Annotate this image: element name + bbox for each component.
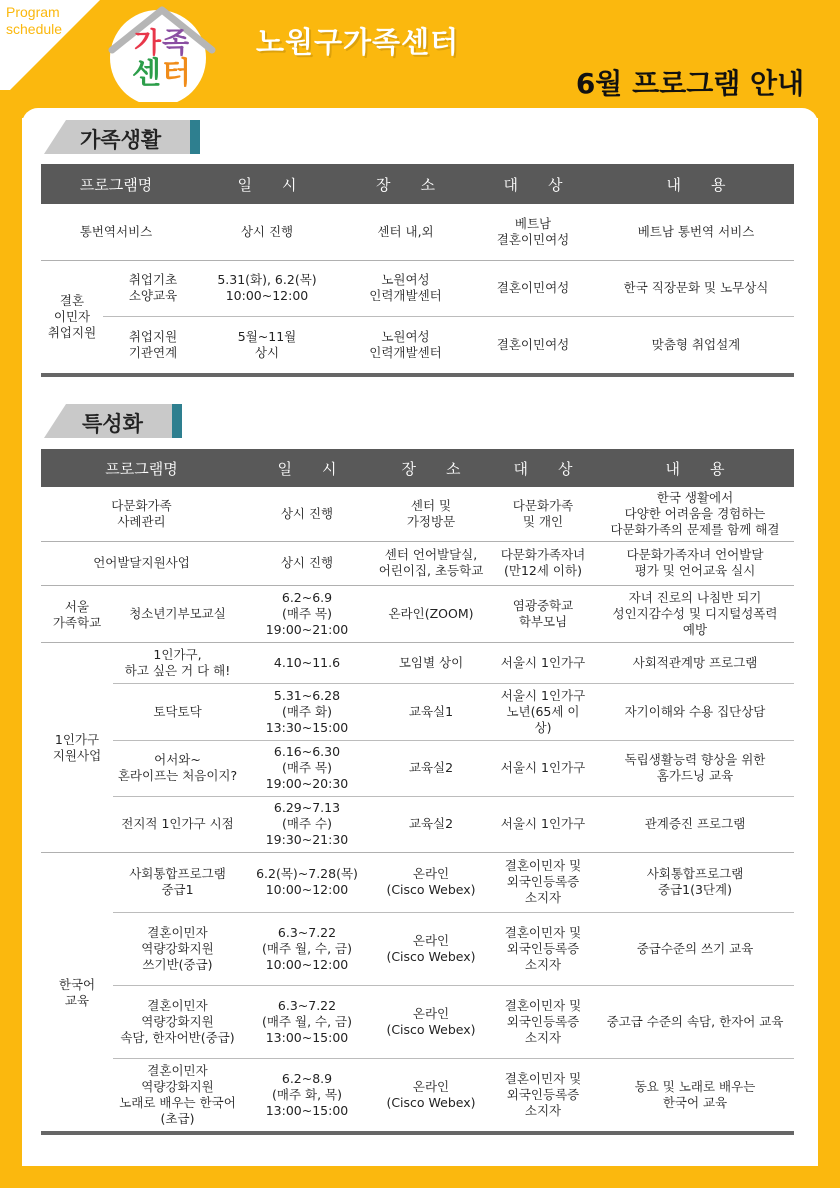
header-place: 장 소 xyxy=(343,164,468,204)
header-target: 대 상 xyxy=(468,164,598,204)
bottom-border xyxy=(0,1166,840,1188)
program-name: 언어발달지원사업 xyxy=(93,555,190,570)
program-date: 상시 진행 xyxy=(280,506,334,521)
program-name: 전지적 1인가구 시점 xyxy=(121,816,234,831)
program-date: 상시 진행 xyxy=(280,555,334,570)
program-place: 온라인 (Cisco Webex) xyxy=(386,1078,476,1110)
logo-char: 족 xyxy=(162,26,191,59)
program-date: 6.3~7.22 (매주 월, 수, 금) 10:00~12:00 xyxy=(262,924,352,972)
section-marker xyxy=(190,120,200,154)
header-content: 내 용 xyxy=(598,164,794,204)
group-name: 한국어 교육 xyxy=(58,976,96,1008)
program-content: 자기이해와 수용 집단상담 xyxy=(624,703,766,719)
program-date: 6.2~6.9 (매주 목) 19:00~21:00 xyxy=(265,589,349,637)
program-name: 취업지원 기관연계 xyxy=(128,328,178,360)
program-date: 5.31~6.28 (매주 화) 13:30~15:00 xyxy=(265,687,349,735)
program-target: 결혼이민자 및 외국인등록증 소지자 xyxy=(504,924,582,972)
program-place: 노원여성 인력개발센터 xyxy=(369,272,442,303)
program-date: 6.2(목)~7.28(목) 10:00~12:00 xyxy=(256,866,358,897)
program-date: 상시 진행 xyxy=(240,224,294,239)
left-border xyxy=(0,90,22,1188)
program-place: 센터 및 가정방문 xyxy=(406,498,456,529)
program-target: 결혼이민자 및 외국인등록증 소지자 xyxy=(504,997,582,1045)
section-title: 가족생활 xyxy=(80,128,162,152)
header-program: 프로그램명 xyxy=(41,449,242,487)
logo-char: 터 xyxy=(162,56,192,91)
header-date: 일 시 xyxy=(191,164,343,204)
header-date: 일 시 xyxy=(242,449,372,487)
program-date: 5월~11월 상시 xyxy=(237,328,297,360)
group-name: 결혼 이민자 취업지원 xyxy=(47,292,97,340)
program-name: 다문화가족 사례관리 xyxy=(111,498,172,529)
logo-char: 센 xyxy=(132,56,162,91)
program-name: 결혼이민자 역량강화지원 쓰기반(중급) xyxy=(141,924,214,972)
program-date: 6.2~8.9 (매주 화, 목) 13:00~15:00 xyxy=(265,1070,349,1118)
center-name: 노원구가족센터 xyxy=(256,25,460,59)
logo xyxy=(106,4,218,102)
program-place: 온라인 (Cisco Webex) xyxy=(386,1005,476,1037)
table-bottom-rule xyxy=(41,1131,794,1135)
program-place: 모임별 상이 xyxy=(398,654,464,670)
corner-label: Program schedule xyxy=(6,4,63,37)
program-name: 어서와~ 혼라이프는 처음이지? xyxy=(117,752,238,783)
table-bottom-rule xyxy=(41,373,794,377)
program-name: 취업기초 소양교육 xyxy=(128,272,178,303)
section-title: 특성화 xyxy=(82,412,143,436)
group-name: 서울 가족학교 xyxy=(52,598,102,630)
program-name: 사회통합프로그램 중급1 xyxy=(129,866,226,897)
program-place: 교육실2 xyxy=(408,760,454,775)
section-header-family-life xyxy=(44,120,200,154)
program-target: 다문화가족자녀 (만12세 이하) xyxy=(500,547,586,578)
program-place: 노원여성 인력개발센터 xyxy=(369,328,442,360)
program-place: 온라인 (Cisco Webex) xyxy=(386,866,476,897)
header-content: 내 용 xyxy=(596,449,794,487)
program-date: 5.31(화), 6.2(목) 10:00~12:00 xyxy=(217,272,317,303)
program-date: 4.10~11.6 xyxy=(273,654,341,670)
program-content: 사회적관계망 프로그램 xyxy=(632,654,758,670)
program-place: 교육실1 xyxy=(408,703,454,719)
program-target: 서울시 1인가구 노년(65세 이 상) xyxy=(500,687,586,735)
program-content: 관계증진 프로그램 xyxy=(644,816,746,831)
program-place: 교육실2 xyxy=(408,816,454,831)
program-name: 통번역서비스 xyxy=(79,224,153,239)
program-target: 서울시 1인가구 xyxy=(500,816,586,831)
section-header-specialized xyxy=(44,404,184,438)
program-place: 온라인 (Cisco Webex) xyxy=(386,932,476,964)
program-target: 결혼이민여성 xyxy=(496,280,570,295)
program-target: 베트남 결혼이민여성 xyxy=(496,216,570,247)
logo-text-top xyxy=(106,28,218,58)
program-content: 중급수준의 쓰기 교육 xyxy=(636,940,754,956)
header-program: 프로그램명 xyxy=(41,164,191,204)
program-place: 센터 내,외 xyxy=(377,224,434,239)
program-target: 결혼이민여성 xyxy=(496,336,570,352)
program-place: 센터 언어발달실, 어린이집, 초등학교 xyxy=(378,547,484,578)
program-date: 6.16~6.30 (매주 목) 19:00~20:30 xyxy=(265,744,349,791)
program-name: 결혼이민자 역량강화지원 노래로 배우는 한국어 (초급) xyxy=(119,1062,236,1126)
program-date: 6.3~7.22 (매주 월, 수, 금) 13:00~15:00 xyxy=(262,997,352,1045)
program-date: 6.29~7.13 (매주 수) 19:30~21:30 xyxy=(265,800,349,847)
header-target: 대 상 xyxy=(490,449,596,487)
program-target: 결혼이민자 및 외국인등록증 소지자 xyxy=(504,858,582,905)
program-content: 베트남 통번역 서비스 xyxy=(637,224,755,239)
program-content: 맞춤형 취업설계 xyxy=(651,336,741,352)
section-marker xyxy=(172,404,182,438)
program-content: 사회통합프로그램 중급1(3단계) xyxy=(646,866,744,897)
logo-text-bottom xyxy=(106,58,218,90)
header-place: 장 소 xyxy=(372,449,490,487)
program-content: 한국 직장문화 및 노무상식 xyxy=(623,280,769,295)
program-content: 독립생활능력 향상을 위한 홈가드닝 교육 xyxy=(624,752,766,783)
page-title: 6월 프로그램 안내 xyxy=(575,67,805,100)
program-content: 다문화가족자녀 언어발달 평가 및 언어교육 실시 xyxy=(626,547,764,578)
program-content: 동요 및 노래로 배우는 한국어 교육 xyxy=(634,1078,756,1110)
program-name: 결혼이민자 역량강화지원 속담, 한자어반(중급) xyxy=(120,997,235,1045)
program-name: 청소년기부모교실 xyxy=(129,605,226,621)
program-target: 염광중학교 학부모님 xyxy=(512,597,574,629)
program-content: 한국 생활에서 다양한 어려움을 경험하는 다문화가족의 문제를 함께 해결 xyxy=(610,490,780,537)
logo-char: 가 xyxy=(133,26,162,59)
program-place: 온라인(ZOOM) xyxy=(388,605,474,621)
program-target: 결혼이민자 및 외국인등록증 소지자 xyxy=(504,1070,582,1118)
program-content: 중고급 수준의 속담, 한자어 교육 xyxy=(606,1013,784,1029)
right-border xyxy=(818,90,840,1188)
program-name: 토닥토닥 xyxy=(153,703,202,719)
program-content: 자녀 진로의 나침반 되기 성인지감수성 및 디지털성폭력 예방 xyxy=(612,589,778,637)
program-target: 서울시 1인가구 xyxy=(500,654,586,670)
program-name: 1인가구, 하고 싶은 거 다 해! xyxy=(124,646,231,678)
program-target: 서울시 1인가구 xyxy=(500,760,586,775)
program-target: 다문화가족 및 개인 xyxy=(512,498,574,529)
group-name: 1인가구 지원사업 xyxy=(52,732,102,763)
